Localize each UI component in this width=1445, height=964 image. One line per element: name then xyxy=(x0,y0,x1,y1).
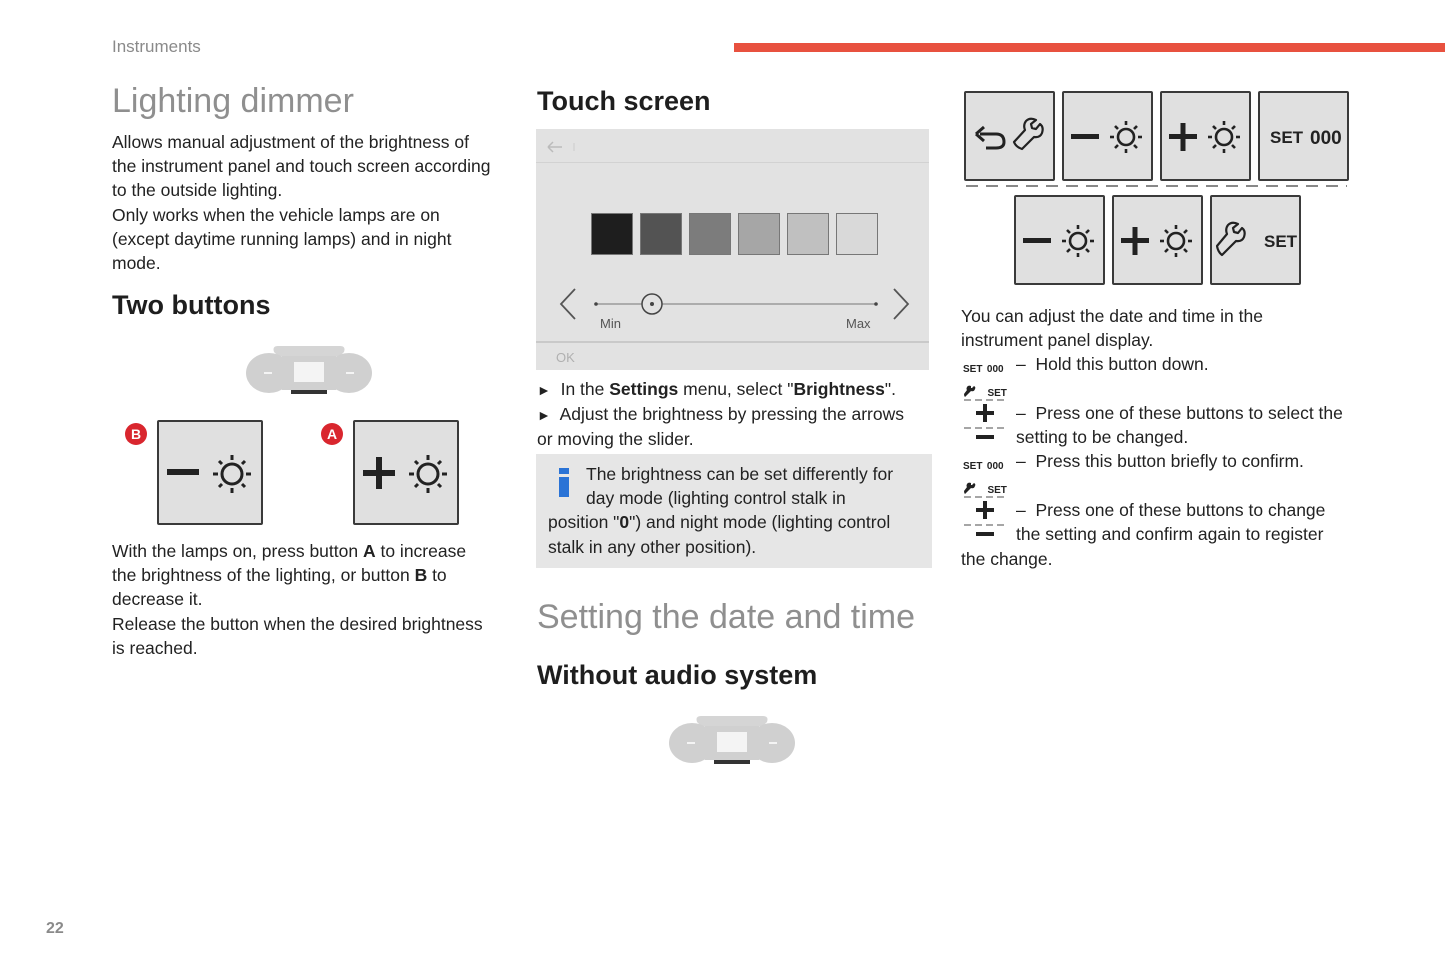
plus-brightness-button-2[interactable] xyxy=(1112,195,1203,285)
step-3-text: – Press this button briefly to confirm. xyxy=(1016,451,1304,471)
button-b-badge: B xyxy=(125,423,147,445)
brightness-level-1[interactable] xyxy=(591,213,633,255)
set-000-button[interactable] xyxy=(1258,91,1349,181)
set-value: 000 xyxy=(1310,128,1342,149)
set-label: SET xyxy=(1270,128,1304,147)
brightness-decrease-button[interactable] xyxy=(157,420,263,525)
dashed-divider xyxy=(964,182,1349,190)
back-and-wrench-icon xyxy=(966,93,1053,179)
brightness-increase-button[interactable] xyxy=(353,420,459,525)
plus-minus-mini-icon-2 xyxy=(962,495,1008,541)
minus-brightness-icon-2 xyxy=(1064,93,1151,179)
date-time-title: Setting the date and time xyxy=(537,598,916,636)
section-label: Instruments xyxy=(112,37,201,56)
page-number: 22 xyxy=(46,920,64,937)
wrench-set-button[interactable] xyxy=(1210,195,1301,285)
wrench-mini-icon-2 xyxy=(963,482,979,496)
brightness-level-3[interactable] xyxy=(689,213,731,255)
wrench-icon xyxy=(1216,221,1256,261)
lighting-dimmer-intro: Allows manual adjustment of the brightness of the instrument panel and touch screen according to the outside lighting. Only works when the vehicle lamps are on (except daytime running lamps) and in night mode. xyxy=(112,132,491,274)
two-buttons-heading: Two buttons xyxy=(112,290,271,320)
brightness-level-4[interactable] xyxy=(738,213,780,255)
plus-brightness-icon xyxy=(355,422,457,523)
brightness-level-5[interactable] xyxy=(787,213,829,255)
slider-max-label: Max xyxy=(846,316,871,331)
wrench-mini-icon xyxy=(963,385,979,399)
brightness-slider[interactable] xyxy=(591,289,881,319)
plus-minus-mini-icon xyxy=(962,398,1008,444)
touch-screen-heading: Touch screen xyxy=(537,86,711,116)
brightness-level-6[interactable] xyxy=(836,213,878,255)
step-1-text: – Hold this button down. xyxy=(1016,354,1209,374)
instrument-cluster-icon-2 xyxy=(667,712,797,767)
chevron-right-icon[interactable] xyxy=(891,287,911,321)
back-wrench-button[interactable] xyxy=(964,91,1055,181)
minus-brightness-button-2[interactable] xyxy=(1014,195,1105,285)
plus-brightness-icon-3 xyxy=(1114,197,1201,283)
plus-brightness-button[interactable] xyxy=(1160,91,1251,181)
without-audio-heading: Without audio system xyxy=(537,660,818,690)
info-note-box: The brightness can be set differently for day mode (lighting control stalk in position "0") and night mode (lighting control stalk in any other position). xyxy=(536,454,932,568)
set-label-2: SET xyxy=(1264,232,1298,251)
section-accent-bar xyxy=(734,43,1445,52)
set-000-mini-icon-2: SET 000 xyxy=(963,461,1004,472)
minus-brightness-button[interactable] xyxy=(1062,91,1153,181)
back-arrow-icon[interactable] xyxy=(546,139,586,155)
chevron-left-icon[interactable] xyxy=(558,287,578,321)
wrench-set-mini-icon-2: SET xyxy=(963,480,1008,498)
ok-button[interactable]: OK xyxy=(556,350,575,365)
two-buttons-description: With the lamps on, press button A to increase the brightness of the lighting, or button B to decrease it. Release the button when the desired brightness is reached. xyxy=(112,541,483,658)
button-a-badge: A xyxy=(321,423,343,445)
minus-brightness-icon-3 xyxy=(1016,197,1103,283)
touch-screen-brightness-display xyxy=(536,129,929,370)
set-000-mini-icon: SET 000 xyxy=(963,364,1004,375)
slider-min-label: Min xyxy=(600,316,621,331)
lighting-dimmer-title: Lighting dimmer xyxy=(112,82,354,120)
minus-brightness-icon xyxy=(159,422,261,523)
step-4-text: – Press one of these buttons to change the setting and confirm again to register xyxy=(1016,500,1326,545)
wrench-set-mini-icon: SET xyxy=(963,383,1008,401)
touch-screen-instructions: ► In the Settings menu, select "Brightness". ► Adjust the brightness by pressing the arrows or moving the slider. xyxy=(537,379,904,450)
step-2-text: – Press one of these buttons to select the setting to be changed. xyxy=(1016,403,1343,448)
date-time-intro: You can adjust the date and time in the instrument panel display. xyxy=(961,306,1263,351)
plus-brightness-icon-2 xyxy=(1162,93,1249,179)
step-4-text-end: the change. xyxy=(961,549,1053,569)
instrument-cluster-icon xyxy=(244,342,374,397)
brightness-level-2[interactable] xyxy=(640,213,682,255)
